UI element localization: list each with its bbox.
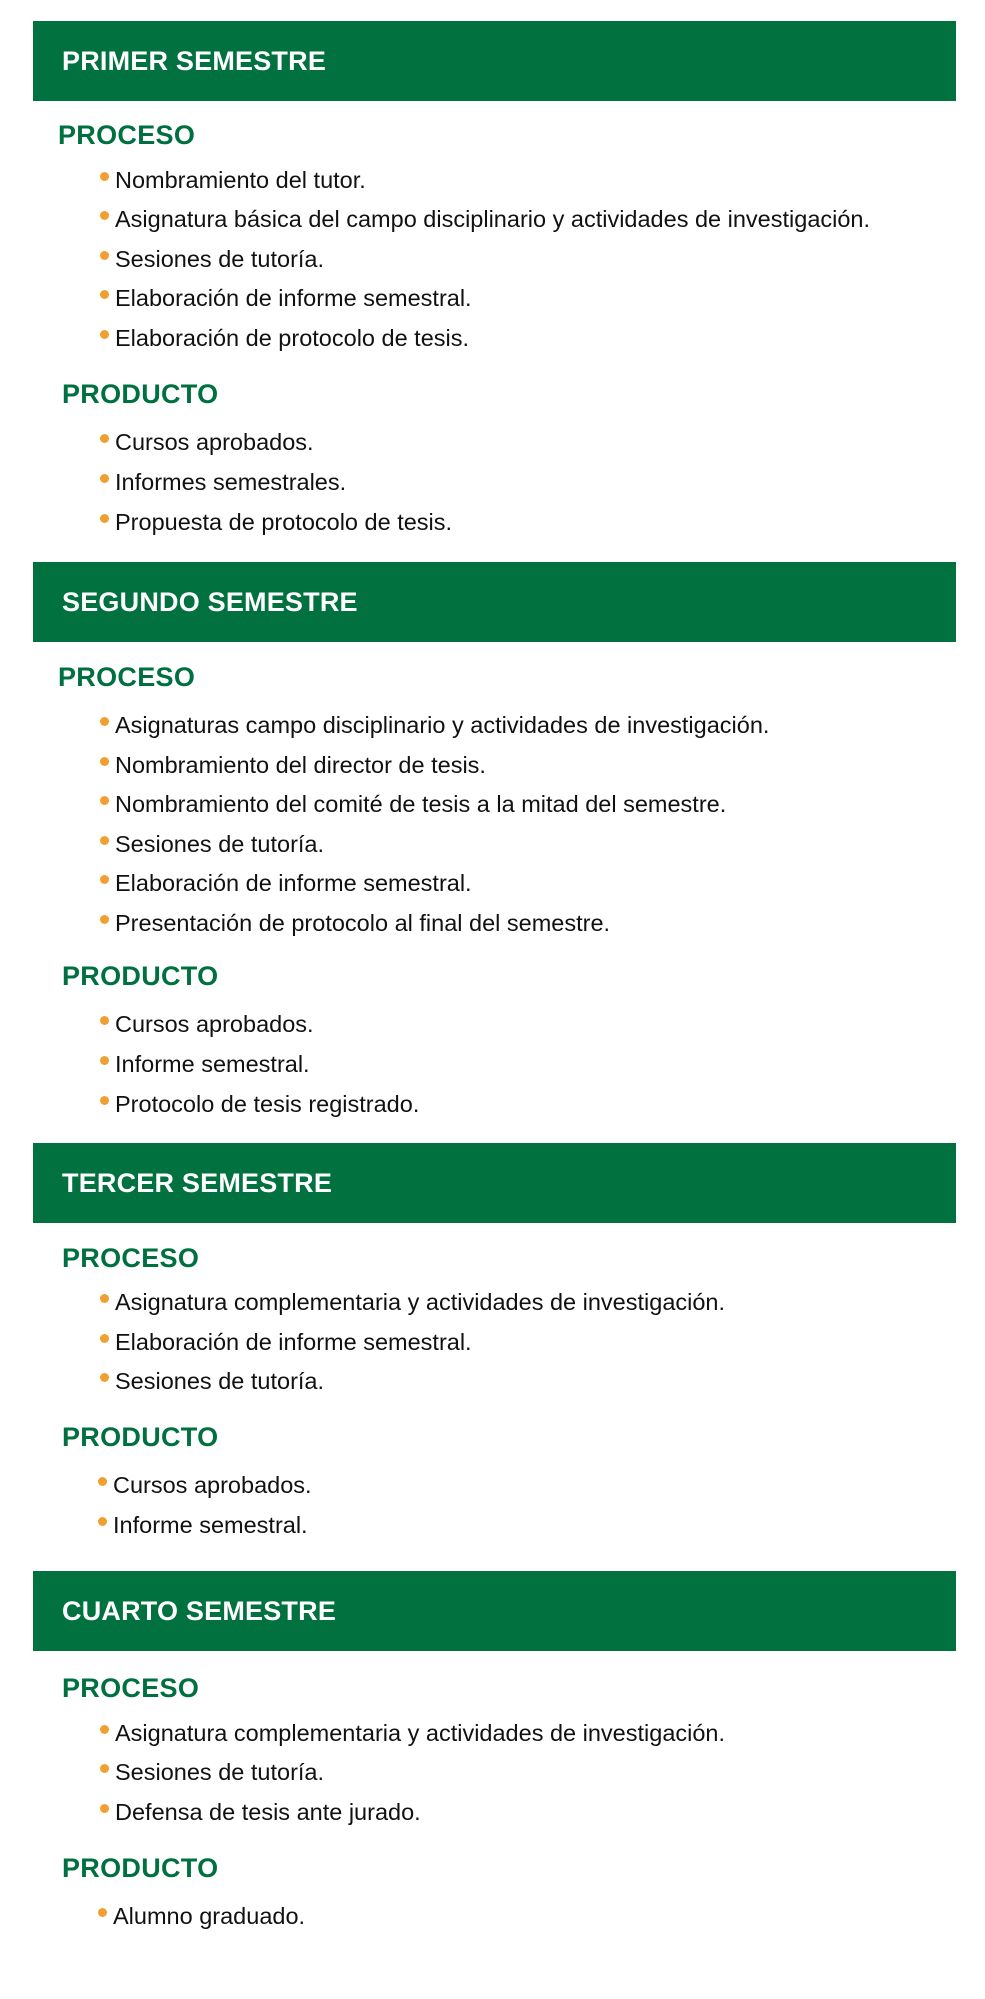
- bullet-icon: [100, 251, 109, 260]
- list-item: Sesiones de tutoría.: [115, 1368, 325, 1394]
- list-item: Elaboración de informe semestral.: [115, 1329, 472, 1355]
- bullet-icon: [100, 1056, 109, 1065]
- list-item: Alumno graduado.: [113, 1903, 306, 1929]
- producto-heading: PRODUCTO: [62, 1853, 219, 1883]
- bullet-icon: [100, 1096, 109, 1105]
- semester-title: PRIMER SEMESTRE: [62, 45, 327, 76]
- bullet-icon: [100, 796, 109, 805]
- list-item: Asignaturas campo disciplinario y actividades de investigación.: [115, 712, 770, 738]
- bullet-icon: [100, 1294, 109, 1303]
- semester-title: TERCER SEMESTRE: [62, 1167, 333, 1198]
- bullet-icon: [100, 172, 109, 181]
- semester-banner-cuarto: [33, 1571, 956, 1651]
- list-item: Protocolo de tesis registrado.: [115, 1091, 420, 1117]
- list-item: Elaboración de informe semestral.: [115, 285, 472, 311]
- bullet-icon: [100, 1334, 109, 1343]
- bullet-icon: [100, 875, 109, 884]
- bullet-icon: [98, 1477, 107, 1486]
- bullet-icon: [100, 330, 109, 339]
- list-item: Nombramiento del comité de tesis a la mitad del semestre.: [115, 791, 727, 817]
- list-item: Informe semestral.: [113, 1512, 308, 1538]
- list-item: Sesiones de tutoría.: [115, 246, 325, 272]
- list-item: Asignatura complementaria y actividades de investigación.: [115, 1289, 726, 1315]
- producto-heading: PRODUCTO: [62, 961, 219, 991]
- list-item: Cursos aprobados.: [115, 429, 314, 455]
- list-item: Sesiones de tutoría.: [115, 1759, 325, 1785]
- list-item: Informes semestrales.: [115, 469, 347, 495]
- bullet-icon: [100, 514, 109, 523]
- proceso-heading: PROCESO: [62, 1673, 200, 1703]
- proceso-heading: PROCESO: [58, 120, 196, 150]
- list-item: Defensa de tesis ante jurado.: [115, 1799, 421, 1825]
- semester-title: SEGUNDO SEMESTRE: [62, 586, 358, 617]
- semester-banner-segundo: [33, 562, 956, 642]
- list-item: Asignatura complementaria y actividades de investigación.: [115, 1720, 726, 1746]
- bullet-icon: [100, 211, 109, 220]
- list-item: Nombramiento del director de tesis.: [115, 752, 486, 778]
- bullet-icon: [100, 1764, 109, 1773]
- bullet-icon: [98, 1517, 107, 1526]
- bullet-icon: [100, 1016, 109, 1025]
- bullet-icon: [100, 1804, 109, 1813]
- list-item: Cursos aprobados.: [113, 1472, 312, 1498]
- bullet-icon: [100, 757, 109, 766]
- bullet-icon: [100, 836, 109, 845]
- list-item: Elaboración de protocolo de tesis.: [115, 325, 470, 351]
- proceso-heading: PROCESO: [58, 662, 196, 692]
- bullet-icon: [100, 290, 109, 299]
- list-item: Sesiones de tutoría.: [115, 831, 325, 857]
- semester-banner-primer: [33, 21, 956, 101]
- list-item: Presentación de protocolo al final del semestre.: [115, 910, 611, 936]
- semester-title: CUARTO SEMESTRE: [62, 1595, 337, 1626]
- list-item: Cursos aprobados.: [115, 1011, 314, 1037]
- bullet-icon: [100, 717, 109, 726]
- semester-banner-tercer: [33, 1143, 956, 1223]
- proceso-heading: PROCESO: [62, 1243, 200, 1273]
- producto-heading: PRODUCTO: [62, 379, 219, 409]
- list-item: Nombramiento del tutor.: [115, 167, 366, 193]
- list-item: Asignatura básica del campo disciplinario y actividades de investigación.: [115, 206, 871, 232]
- list-item: Propuesta de protocolo de tesis.: [115, 509, 453, 535]
- list-item: Informe semestral.: [115, 1051, 310, 1077]
- bullet-icon: [100, 434, 109, 443]
- bullet-icon: [100, 1725, 109, 1734]
- bullet-icon: [100, 1373, 109, 1382]
- bullet-icon: [98, 1908, 107, 1917]
- list-item: Elaboración de informe semestral.: [115, 870, 472, 896]
- bullet-icon: [100, 474, 109, 483]
- producto-heading: PRODUCTO: [62, 1422, 219, 1452]
- bullet-icon: [100, 915, 109, 924]
